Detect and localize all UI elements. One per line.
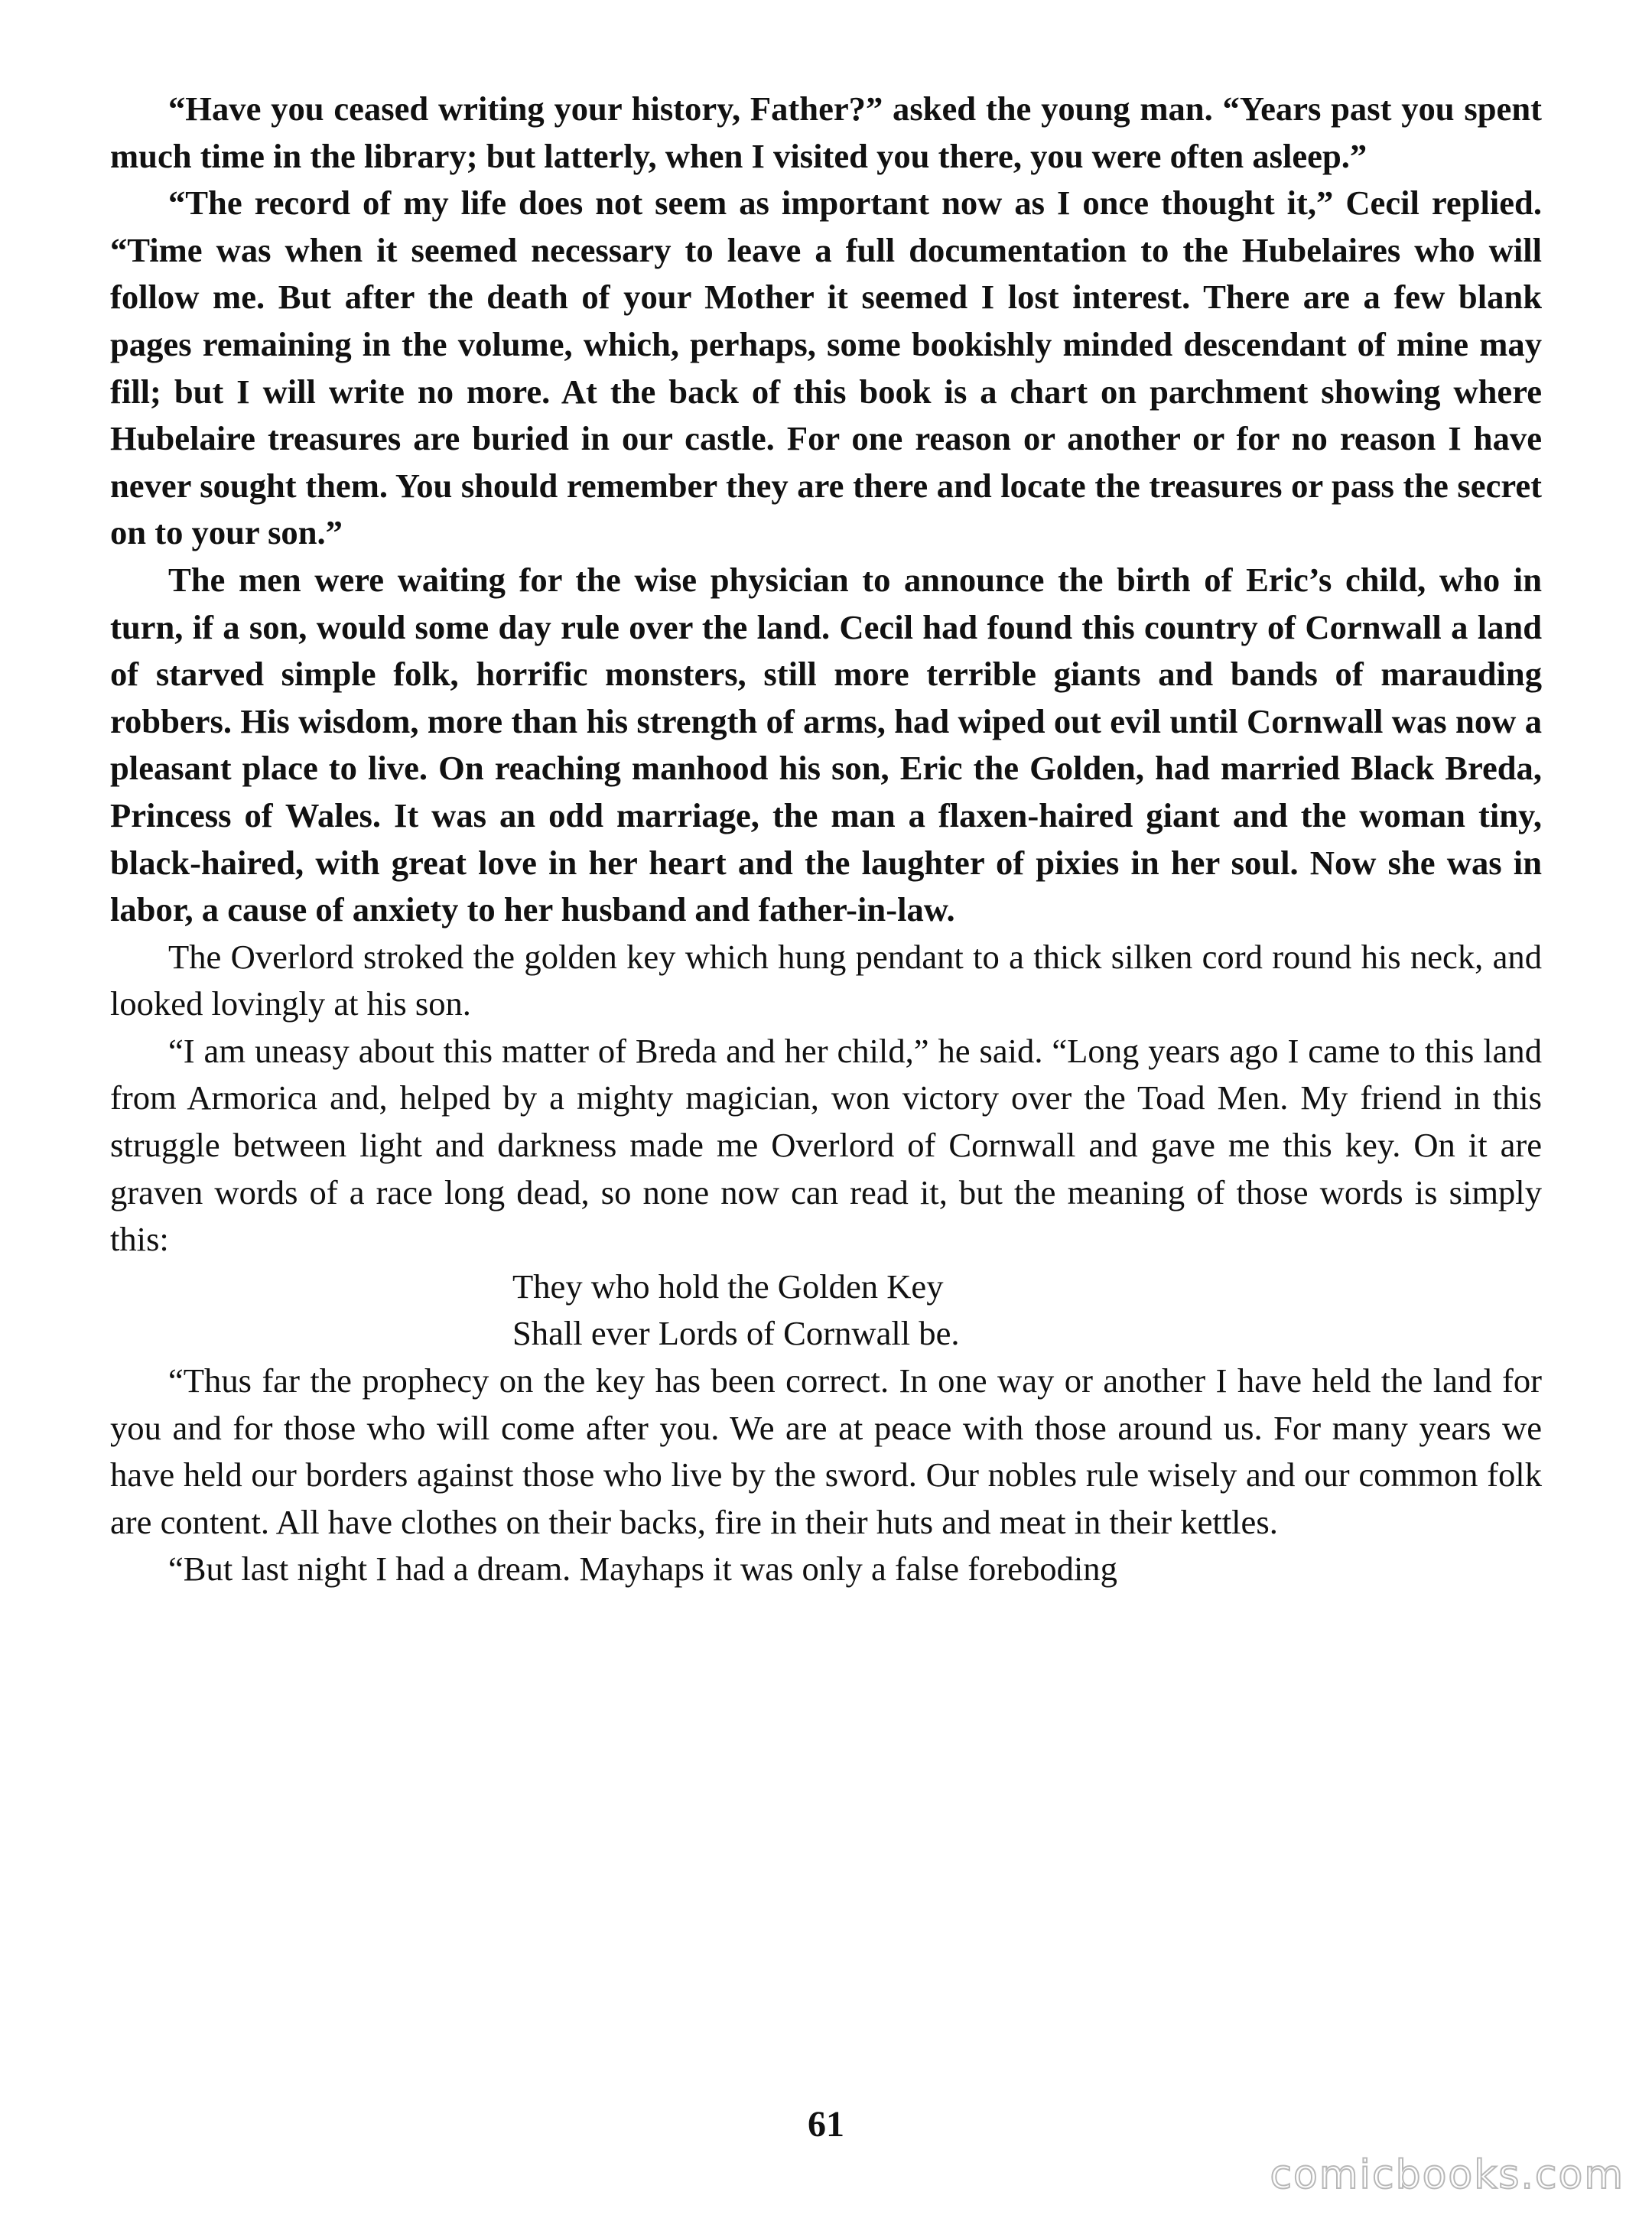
body-text — [110, 86, 1542, 1593]
paragraph-dream: “But last night I had a dream. Mayhaps it was only a false foreboding — [168, 1550, 1117, 1589]
verse-line-2: Shall ever Lords of Cornwall be. — [512, 1314, 960, 1353]
paragraph-waiting-for-birth: The men were waiting for the wise physician to announce the birth of Eric’s child, who in turn, if a son, would some day rule over the land. Cecil had found this country of Cornwall a land of starved simple folk, horrific monsters, still more terrible giants and bands of marauding robbers. His wisdom, more than his strength of arms, had wiped out evil until Cornwall was now a pleasant place to live. On reaching manhood his son, Eric the Golden, had married Black Breda, Princess of Wales. It was an odd marriage, the man a flaxen-haired giant and the woman tiny, black-haired, with great love in her heart and the laughter of pixies in her soul. Now she was in labor, a cause of anxiety to her husband and father-in-law. — [110, 560, 1542, 929]
paragraph-cecil-reply: “The record of my life does not seem as important now as I once thought it,” Cecil replied. “Time was when it seemed necessary to leave a full documentation to the Hubelaires who will follow me. But after the death of your Mother it seemed I lost interest. There are a few blank pages remaining in the volume, which, perhaps, some bookishly minded descendant of mine may fill; but I will write no more. At the back of this book is a chart on parchment showing where Hubelaire treasures are buried in our castle. For one reason or another or for no reason I have never sought them. You should remember they are there and locate the treasures or pass the secret on to your son.” — [110, 184, 1542, 552]
paragraph-uneasy: “I am uneasy about this matter of Breda and her child,” he said. “Long years ago I came to this land from Armorica and, helped by a mighty magician, won victory over the Toad Men. My friend in this struggle between light and darkness made me Overlord of Cornwall and gave me this key. On it are graven words of a race long dead, so none now can read it, but the meaning of those words is simply this: — [110, 1031, 1542, 1259]
page-number: 61 — [808, 2104, 844, 2145]
paragraph-prophecy: “Thus far the prophecy on the key has been correct. In one way or another I have held the land for you and for those who will come after you. We are at peace with those around us. For many years we have held our borders against those who live by the sword. Our nobles rule wisely and our common folk are content. All have clothes on their backs, fire in their huts and meat in their kettles. — [110, 1361, 1542, 1541]
verse-line-1: They who hold the Golden Key — [512, 1267, 944, 1306]
paragraph-young-man-question: “Have you ceased writing your history, Father?” asked the young man. “Years past you spent much time in the library; but latterly, when I visited you there, you were often asleep.” — [110, 89, 1542, 175]
paragraph-golden-key: The Overlord stroked the golden key which hung pendant to a thick silken cord round his neck, and looked lovingly at his son. — [110, 937, 1542, 1023]
watermark-logo: comicbooks.com — [1270, 2152, 1624, 2198]
